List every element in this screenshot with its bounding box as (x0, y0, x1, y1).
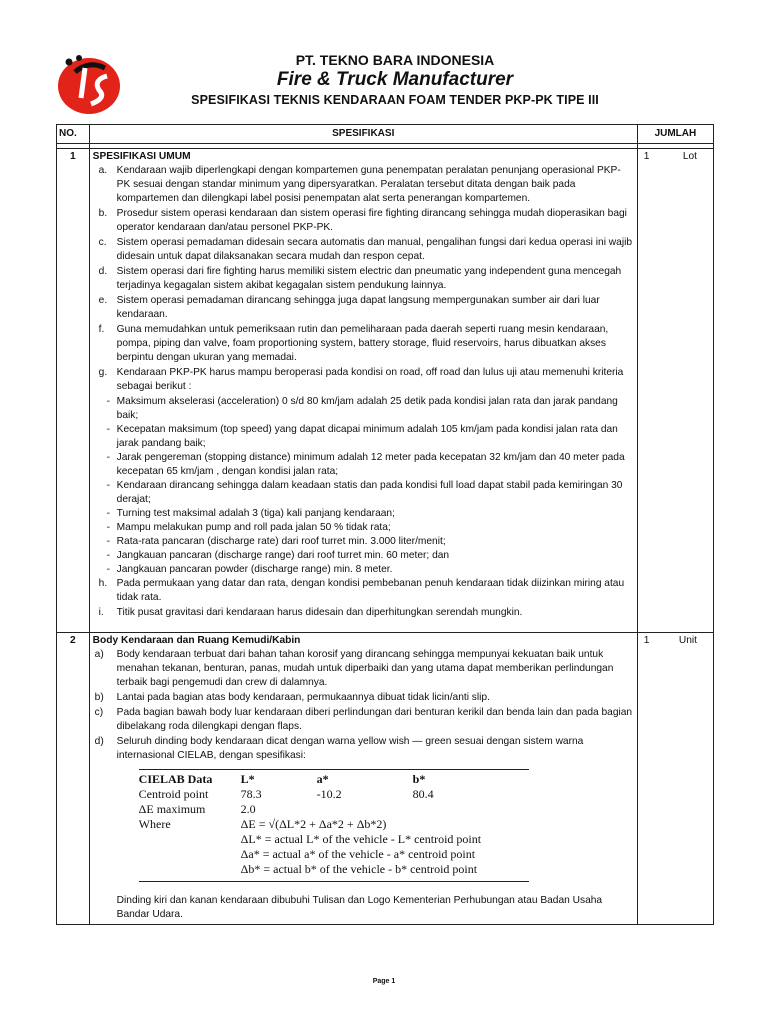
cielab-formula-line: ΔL* = actual L* of the vehicle - L* centroid point (240, 832, 482, 846)
col-no-header: NO. (57, 125, 90, 144)
list-item: c. Sistem operasi pemadaman didesain secara automatis dan manual, pengalihan fungsi dari kedua operasi ini wajib didesain untuk dapat dilaksanakan secara mudah dan respon cepat. (98, 237, 633, 262)
list-item: d. Sistem operasi dari fire fighting harus memiliki sistem electric dan pneumatic yang independent guna mencegah terjadinya kegagalan sistem akibat kegagalan sistem pendukung lainnya. (98, 266, 622, 291)
qty-value: 1 (643, 151, 650, 162)
list-item: a) Body kendaraan terbuat dari bahan tahan korosif yang dirancang sehingga mempunyai kekuatan baik untuk menahan tekanan, benturan, panas, mudah untuk diperbaiki dan yang utama dapat memberikan perlindungan terbaik bagi pengemudi dan crew di dalamnya. (94, 649, 614, 688)
cielab-spec-block (139, 769, 529, 882)
table-row (57, 633, 714, 925)
list-item: c) Pada bagian bawah body luar kendaraan diberi perlindungan dari benturan kerikil dan benda lain dan pada bagian dibelakang roda dilengkapi dengan flaps. (94, 707, 633, 732)
company-tagline: Fire & Truck Manufacturer (276, 69, 514, 90)
section-title: Body Kendaraan dan Ruang Kemudi/Kabin (92, 635, 301, 646)
spec-table (56, 124, 714, 925)
sub-item: - Rata-rata pancaran (discharge rate) dari roof turret min. 3.000 liter/menit; (106, 536, 446, 547)
table-row (57, 149, 714, 633)
section-number: 1 (57, 149, 90, 633)
page-number: Page 1 (372, 978, 396, 985)
list-item: b) Lantai pada bagian atas body kendaraan, permukaannya dibuat tidak licin/anti slip. (94, 692, 490, 703)
list-item: a. Kendaraan wajib diperlengkapi dengan kompartemen guna penempatan peralatan penunjang operasional PKP-PK sesuai dengan standar minimum yang dipersyaratkan. Peralatan tersebut ditata dengan baik pada kompartemen dan dilengkapi label posisi penempatan alat serta penerangan kompartemen. (98, 165, 621, 204)
col-spec-header: SPESIFIKASI (89, 125, 637, 144)
list-item: h. Pada permukaan yang datar dan rata, dengan kondisi pembebanan penuh kendaraan tidak diizinkan miring atau tidak rata. (98, 578, 625, 603)
cielab-where-row: Where ΔE = √(ΔL*2 + Δa*2 + Δb*2) (138, 817, 387, 831)
list-item: g. Kendaraan PKP-PK harus mampu beroperasi pada kondisi on road, off road dan lulus uji atau memenuhi kriteria sebagai berikut : (98, 367, 624, 392)
cielab-demax-row: ΔE maximum 2.0 (138, 802, 256, 816)
document-header (130, 52, 660, 109)
section-content (89, 149, 637, 633)
list-item: d) Seluruh dinding body kendaraan dicat dengan warna yellow wish — green sesuai dengan sistem warna internasional CIELAB, dengan spesifikasi: (94, 736, 584, 761)
sub-item: - Kendaraan dirancang sehingga dalam keadaan statis dan pada kondisi full load dapat stabil pada kemiringan 30 derajat; (106, 480, 623, 505)
company-logo (55, 52, 125, 116)
closing-paragraph: Dinding kiri dan kanan kendaraan dibubuhi Tulisan dan Logo Kementerian Perhubungan atau Badan Usaha Bandar Udara. (116, 895, 603, 920)
section-number: 2 (57, 633, 90, 925)
qty-value: 1 (643, 635, 650, 646)
cielab-formula-line: Δb* = actual b* of the vehicle - b* centroid point (139, 862, 529, 882)
section-qty (637, 633, 713, 925)
sub-item: - Maksimum akselerasi (acceleration) 0 s/d 80 km/jam adalah 25 detik pada kondisi jalan rata dan jarak pandang baik; (106, 396, 618, 421)
sub-item: - Jangkauan pancaran (discharge range) dari roof turret min. 60 meter; dan (106, 550, 450, 561)
list-item: i. Titik pusat gravitasi dari kendaraan harus didesain dan diperhitungkan serendah mungkin. (98, 607, 523, 618)
sub-item: - Turning test maksimal adalah 3 (tiga) kali panjang kendaraan; (106, 508, 395, 519)
list-item: f. Guna memudahkan untuk pemeriksaan rutin dan pemeliharaan pada daerah seperti ruang mesin kendaraan, pompa, piping dan valve, foam proportioning system, battery storage, fluid reservoirs, harus dibuatkan akses berpintu dengan ukuran yang memadai. (98, 324, 609, 363)
qty-unit: Lot (682, 151, 697, 162)
table-header-row (57, 125, 714, 144)
section-qty (637, 149, 713, 633)
sub-item: - Kecepatan maksimum (top speed) yang dapat dicapai minimum adalah 105 km/jam pada kondisi jalan rata dan jarak pandang baik; (106, 424, 618, 449)
section-content (89, 633, 637, 925)
list-item: b. Prosedur sistem operasi kendaraan dan sistem operasi fire fighting dirancang sehingga mudah dioperasikan bagi operator kendaraan dan/atau personel PKP-PK. (98, 208, 627, 233)
sub-item: - Jarak pengereman (stopping distance) minimum adalah 12 meter pada kecepatan 32 km/jam dan 40 meter pada kecepatan 65 km/jam , dengan kondisi jalan rata; (106, 452, 625, 477)
sub-item: - Mampu melakukan pump and roll pada jalan 50 % tidak rata; (106, 522, 391, 533)
section-title: SPESIFIKASI UMUM (92, 151, 191, 162)
sub-item: - Jangkauan pancaran powder (discharge range) min. 8 meter. (106, 564, 393, 575)
cielab-formula-line: Δa* = actual a* of the vehicle - a* centroid point (240, 847, 476, 861)
list-item: e. Sistem operasi pemadaman dirancang sehingga juga dapat langsung mempergunakan sumber air dari luar kendaraan. (98, 295, 600, 320)
col-qty-header: JUMLAH (637, 125, 713, 144)
cielab-centroid-row: Centroid point 78.3 -10.2 80.4 (138, 787, 434, 801)
document-title: SPESIFIKASI TEKNIS KENDARAAN FOAM TENDER PKP-PK TIPE III (191, 93, 599, 107)
qty-unit: Unit (678, 635, 697, 646)
cielab-header-row: CIELAB Data L* a* b* (139, 769, 529, 787)
company-name: PT. TEKNO BARA INDONESIA (295, 52, 495, 68)
